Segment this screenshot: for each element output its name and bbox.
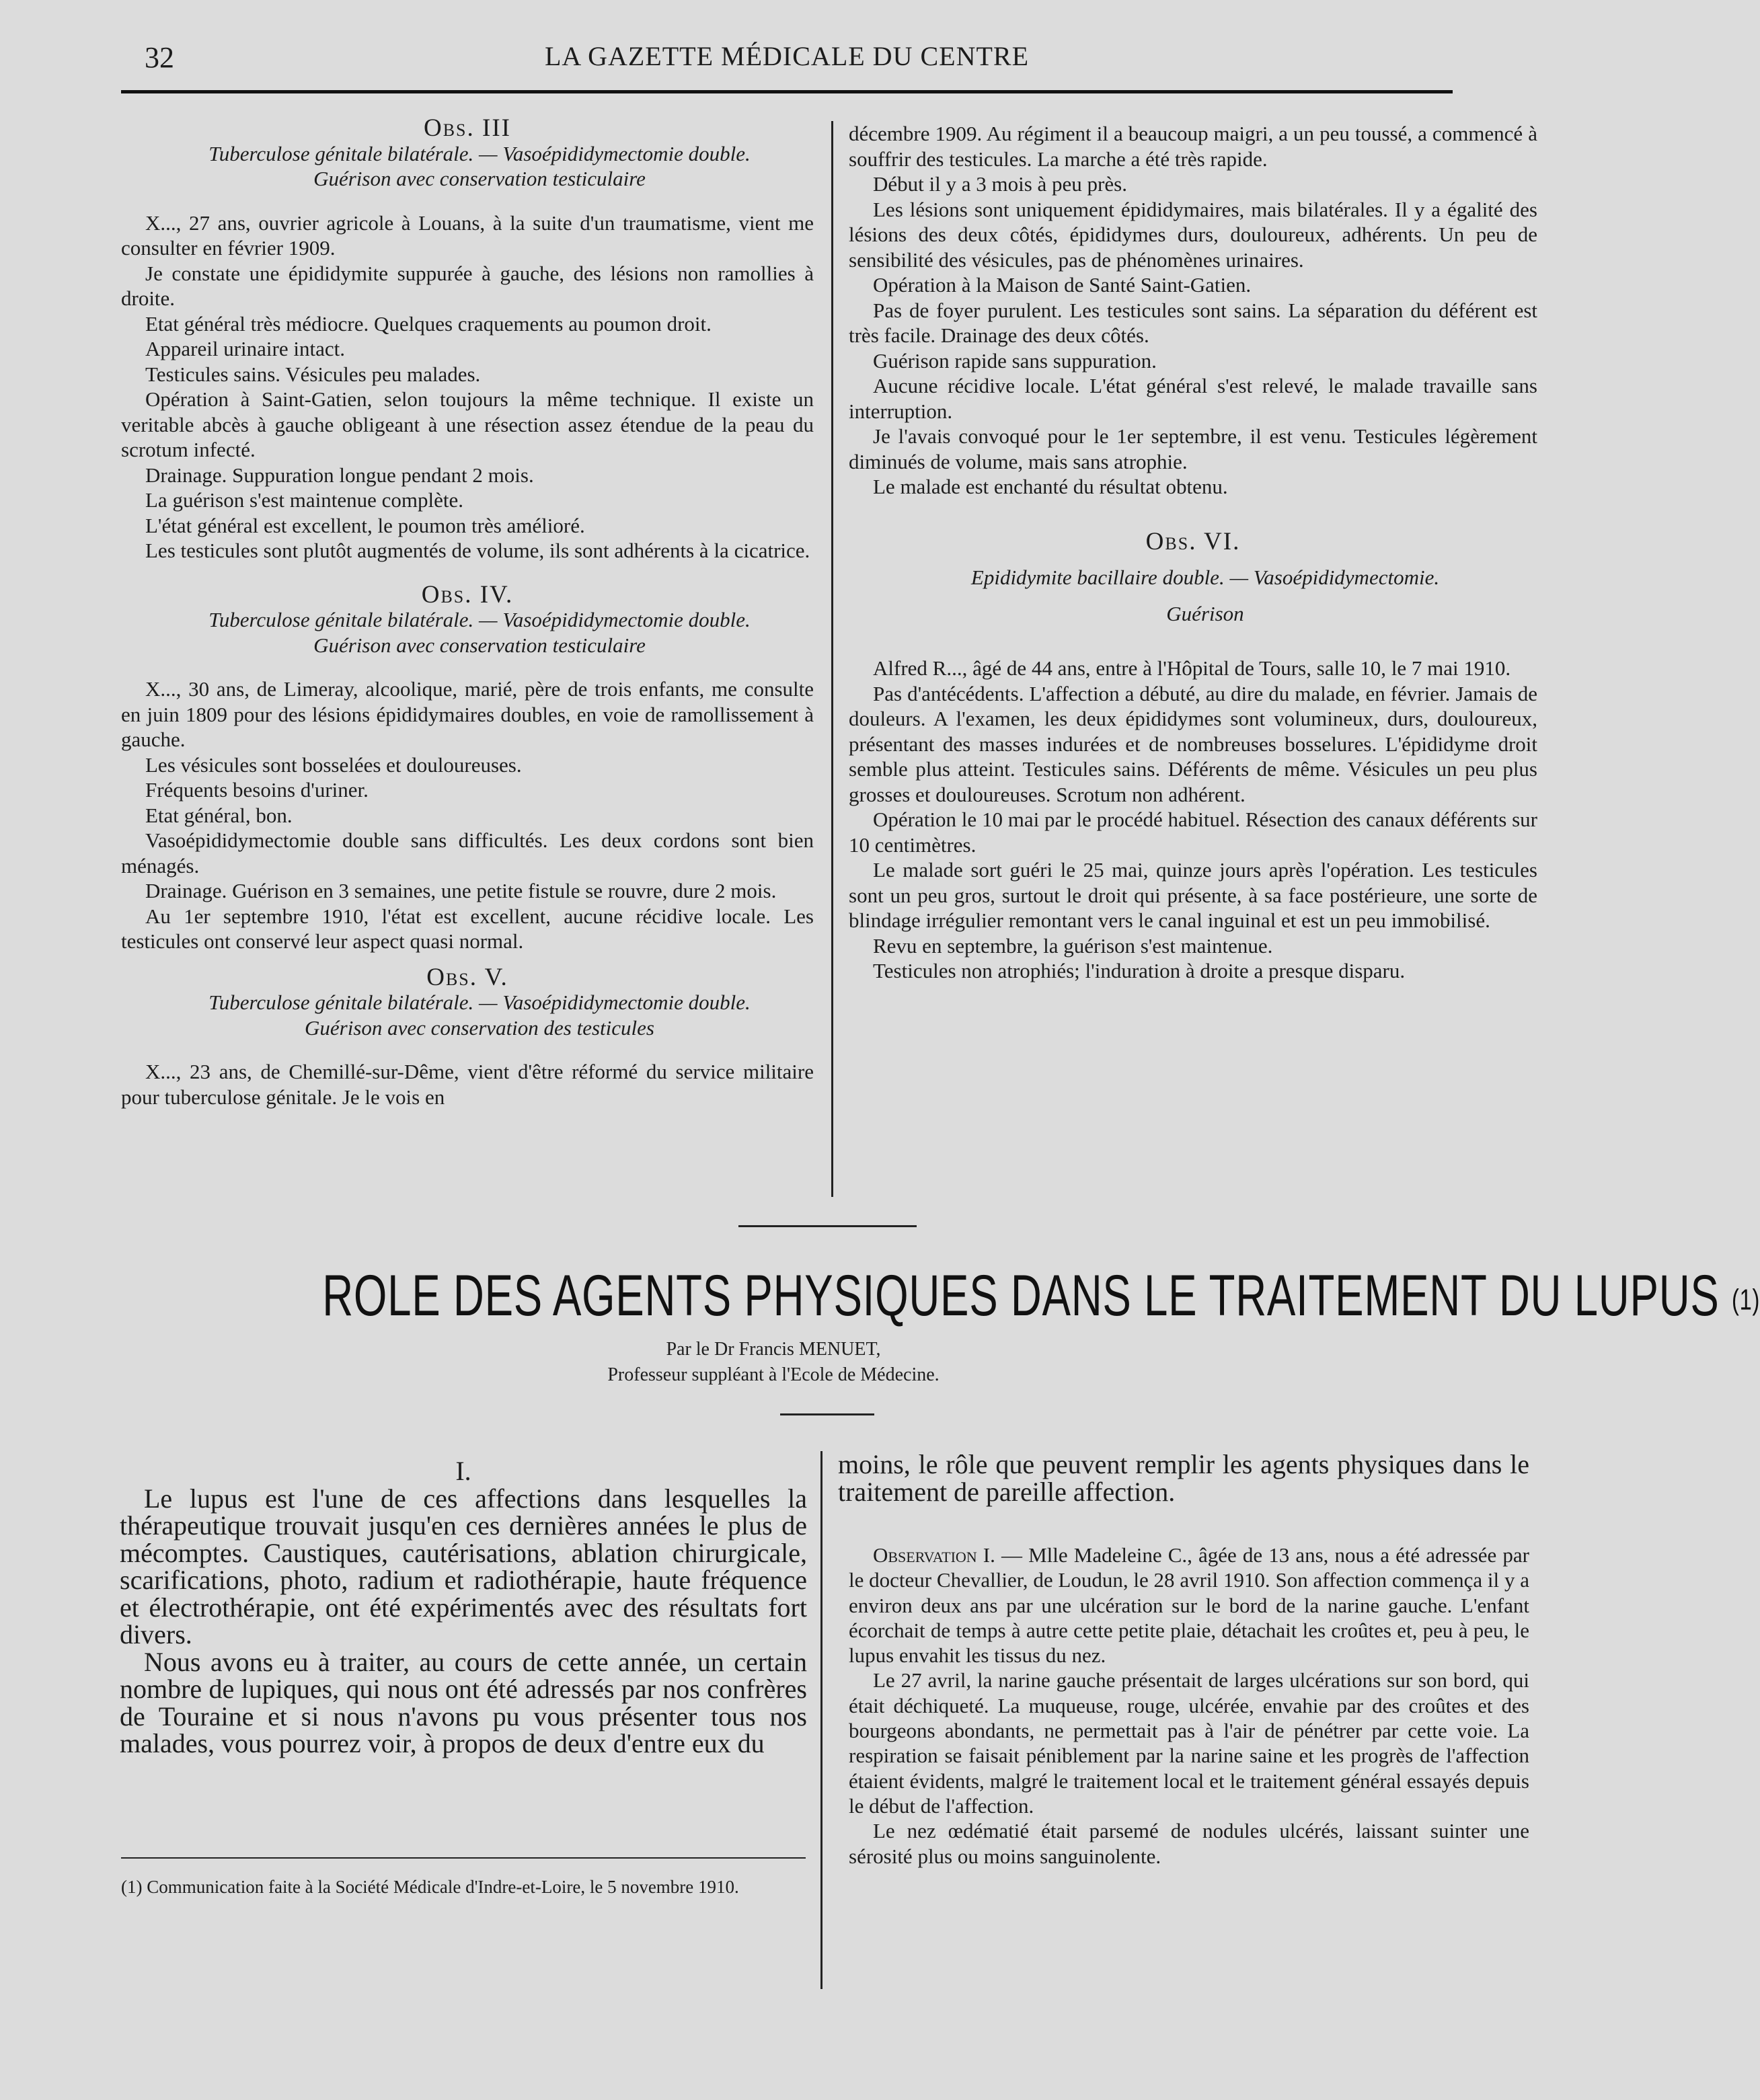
obs4-paragraph: Drainage. Guérison en 3 semaines, une petite fistule se rouvre, dure 2 mois. <box>145 879 777 902</box>
obs3-paragraph: Je constate une épididymite suppurée à gauche, des lésions non ramollies à droite. <box>121 261 814 310</box>
obs3-title-text: Obs. III <box>424 114 511 142</box>
obs6-paragraph: Testicules non atrophiés; l'induration à droite a presque disparu. <box>873 959 1406 982</box>
obs4-title-text: Obs. IV. <box>421 580 514 609</box>
observation-1 <box>849 1543 1529 1668</box>
obs3-title <box>121 116 814 141</box>
article-intro-paragraph: moins, le rôle que peuvent remplir les agents physiques dans le traitement de pareille affection. <box>838 1449 1529 1507</box>
obs6-paragraph: Opération le 10 mai par le procédé habituel. Résection des canaux déférents sur 10 centimètres. <box>849 808 1537 857</box>
obs4-paragraph: Vasoépididymectomie double sans difficultés. Les deux cordons sont bien ménagés. <box>121 828 814 878</box>
obs4-subtitle-1: Tuberculose génitale bilatérale. — Vasoépididymectomie double. <box>208 608 751 631</box>
obs4-paragraph: Etat général, bon. <box>145 803 293 827</box>
article-paragraph: Nous avons eu à traiter, au cours de cette année, un certain nombre de lupiques, qui nous ont été adressés par nos confrères de Touraine et si nous n'avons pu vous présenter tous nos malades, vous pourrez voir, à propos de deux d'entre eux du <box>120 1646 807 1758</box>
obs5-cont-paragraph: Je l'avais convoqué pour le 1er septembre, il est venu. Testicules légèrement diminués de volume, mais sans atrophie. <box>849 424 1537 473</box>
obs6-paragraph: Alfred R..., âgé de 44 ans, entre à l'Hôpital de Tours, salle 10, le 7 mai 1910. <box>873 656 1511 680</box>
obs5-cont-paragraph: Début il y a 3 mois à peu près. <box>873 172 1127 196</box>
journal-title: LA GAZETTE MÉDICALE DU CENTRE <box>544 41 1029 71</box>
obs4-paragraph: X..., 30 ans, de Limeray, alcoolique, marié, père de trois enfants, me consulte en juin 1809 pour des lésions épididymaires doubles, en voie de ramollissement à gauche. <box>121 677 814 751</box>
obs6-subtitle-1: Epididymite bacillaire double. — Vasoépididymectomie. <box>970 566 1440 589</box>
obs5-cont-paragraph: Les lésions sont uniquement épididymaires, mais bilatérales. Il y a égalité des lésions des deux côtés, épididymes durs, douloureux, adhérents. Un peu de sensibilité des vésicules, pas de phénomènes urinaires. <box>849 197 1537 272</box>
observation-1-text: — Mlle Madeleine C., âgée de 13 ans, nous a été adressée par le docteur Chevallier, de Loudun, le 28 avril 1910. Son affection commença il y a environ deux ans par une ulcération sur le bord de la narine gauche. L'enfant écorchait de temps à autre cette petite plaie, détachait les croûtes et, peu à peu, le lupus envahit les tissus du nez. <box>849 1543 1529 1668</box>
article-paragraph: Le lupus est l'une de ces affections dans lesquelles la thérapeutique trouvait jusqu'en ces dernières années le plus de mécomptes. Caustiques, cautérisations, ablation chirurgicale, scarifications, photo, radium et radiothérapie, haute fréquence et électrothérapie, ont été expérimentés avec des résultats fort divers. <box>120 1483 807 1649</box>
obs4-title <box>121 582 814 608</box>
obs5-cont-paragraph: Aucune récidive locale. L'état général s'est relevé, le malade travaille sans interruption. <box>849 374 1537 423</box>
left-column <box>121 116 814 1110</box>
obs5-title-text: Obs. V. <box>426 963 508 991</box>
article-right-intro <box>838 1451 1529 1506</box>
obs3-paragraph: X..., 27 ans, ouvrier agricole à Louans, à la suite d'un traumatisme, vient me consulter en février 1909. <box>121 210 814 260</box>
byline <box>471 1337 1076 1388</box>
obs3-subtitle-1: Tuberculose génitale bilatérale. — Vasoépididymectomie double. <box>208 141 751 165</box>
obs5-cont-paragraph: Pas de foyer purulent. Les testicules sont sains. La séparation du déférent est très facile. Drainage des deux côtés. <box>849 298 1537 347</box>
header-rule <box>121 90 1453 93</box>
page-number: 32 <box>145 41 174 74</box>
byline-position: Professeur suppléant à l'Ecole de Médecine. <box>607 1364 940 1385</box>
obs6-title-text: Obs. VI. <box>1145 527 1241 555</box>
obs6-title <box>849 529 1537 555</box>
obs5-cont-paragraph: Le malade est enchanté du résultat obtenu. <box>873 475 1228 498</box>
obs4-paragraph: Fréquents besoins d'uriner. <box>145 778 369 802</box>
section-number: I. <box>455 1456 471 1486</box>
obs3-paragraph: Testicules sains. Vésicules peu malades. <box>145 362 481 386</box>
observation-1-paragraph: Le nez œdématié était parsemé de nodules ulcérés, laissant suinter une sérosité plus ou moins sanguinolente. <box>849 1819 1529 1868</box>
obs3-paragraph: La guérison s'est maintenue complète. <box>145 488 464 512</box>
obs4-subtitle-2: Guérison avec conservation testiculaire <box>313 633 646 657</box>
obs3-paragraph: Drainage. Suppuration longue pendant 2 mois. <box>145 463 534 487</box>
article-right-column <box>849 1543 1529 1869</box>
obs3-subtitle-2: Guérison avec conservation testiculaire <box>313 167 646 190</box>
obs3-paragraph: Les testicules sont plutôt augmentés de volume, ils sont adhérents à la cicatrice. <box>145 539 810 562</box>
article-title <box>322 1263 1760 1329</box>
obs6-paragraph: Pas d'antécédents. L'affection a débuté, au dire du malade, en février. Jamais de douleurs. A l'examen, les deux épididymes sont volumineux, durs, douloureux, présentant des masses indurées et de nombreuses bosselures. L'épididyme droit semble plus atteint. Testicules sains. Déférents de même. Vésicules un peu plus grosses et douloureuses. Scrotum non adhérent. <box>849 681 1537 806</box>
obs4-paragraph: Les vésicules sont bosselées et douloureuses. <box>145 752 522 777</box>
section-separator <box>738 1225 917 1227</box>
obs3-paragraph: Etat général très médiocre. Quelques craquements au poumon droit. <box>145 311 712 336</box>
byline-rule <box>780 1413 874 1415</box>
obs6-subtitle-2: Guérison <box>1166 601 1244 625</box>
obs6-paragraph: Revu en septembre, la guérison s'est maintenue. <box>873 933 1273 958</box>
observation-1-label: Observation I. <box>873 1543 995 1567</box>
obs5-cont-paragraph: Guérison rapide sans suppuration. <box>873 348 1157 373</box>
footnote-text: (1) Communication faite à la Société Médicale d'Indre-et-Loire, le 5 novembre 1910. <box>121 1877 739 1897</box>
column-divider-bottom <box>820 1451 822 1989</box>
obs5-cont-paragraph: Opération à la Maison de Santé Saint-Gatien. <box>873 273 1252 297</box>
obs3-paragraph: Appareil urinaire intact. <box>145 337 345 360</box>
obs3-paragraph: L'état général est excellent, le poumon très amélioré. <box>145 513 585 537</box>
page-header <box>121 40 1453 82</box>
obs6-paragraph: Le malade sort guéri le 25 mai, quinze jours après l'opération. Les testicules sont un peu gros, surtout le droit qui présente, à sa face postérieure, une sorte de blindage irrégulier remontant vers le canal inguinal et est un peu immobilisé. <box>849 858 1537 932</box>
obs5-paragraph: X..., 23 ans, de Chemillé-sur-Dême, vient d'être réformé du service militaire pour tuberculose génitale. Je le vois en <box>121 1060 814 1109</box>
obs5-subtitle-2: Guérison avec conservation des testicules <box>305 1015 654 1040</box>
byline-author: Par le Dr Francis MENUET, <box>666 1339 881 1360</box>
column-divider-top <box>831 121 833 1197</box>
article-left-column <box>120 1458 807 1758</box>
article-title-text: ROLE DES AGENTS PHYSIQUES DANS LE TRAITEMENT DU LUPUS <box>322 1263 1720 1328</box>
obs5-title <box>121 965 814 990</box>
right-column <box>849 121 1537 984</box>
obs3-paragraph: Opération à Saint-Gatien, selon toujours la même technique. Il existe un veritable abcès à gauche obligeant à une résection assez étendue de la peau du scrotum infecté. <box>121 387 814 461</box>
obs4-paragraph: Au 1er septembre 1910, l'état est excellent, aucune récidive locale. Les testicules ont conservé leur aspect quasi normal. <box>121 904 814 953</box>
article-title-note: (1) <box>1732 1283 1760 1317</box>
obs5-cont-paragraph: décembre 1909. Au régiment il a beaucoup maigri, a un peu toussé, a commencé à souffrir des testicules. La marche a été très rapide. <box>849 122 1537 171</box>
observation-1-paragraph: Le 27 avril, la narine gauche présentait de larges ulcérations sur son bord, qui était déchiqueté. La muqueuse, rouge, ulcérée, envahie par des croûtes et des bourgeons abondants, ne permettait pas à l'air de pénétrer par cette voie. La respiration se faisait péniblement par la narine saine et les progrès de l'affection étaient évidents, malgré le traitement local et le traitement général essayés depuis le début de l'affection. <box>849 1668 1529 1818</box>
footnote-rule <box>121 1857 806 1859</box>
footnote <box>121 1876 806 1898</box>
obs5-subtitle-1: Tuberculose génitale bilatérale. — Vasoépididymectomie double. <box>208 990 751 1014</box>
